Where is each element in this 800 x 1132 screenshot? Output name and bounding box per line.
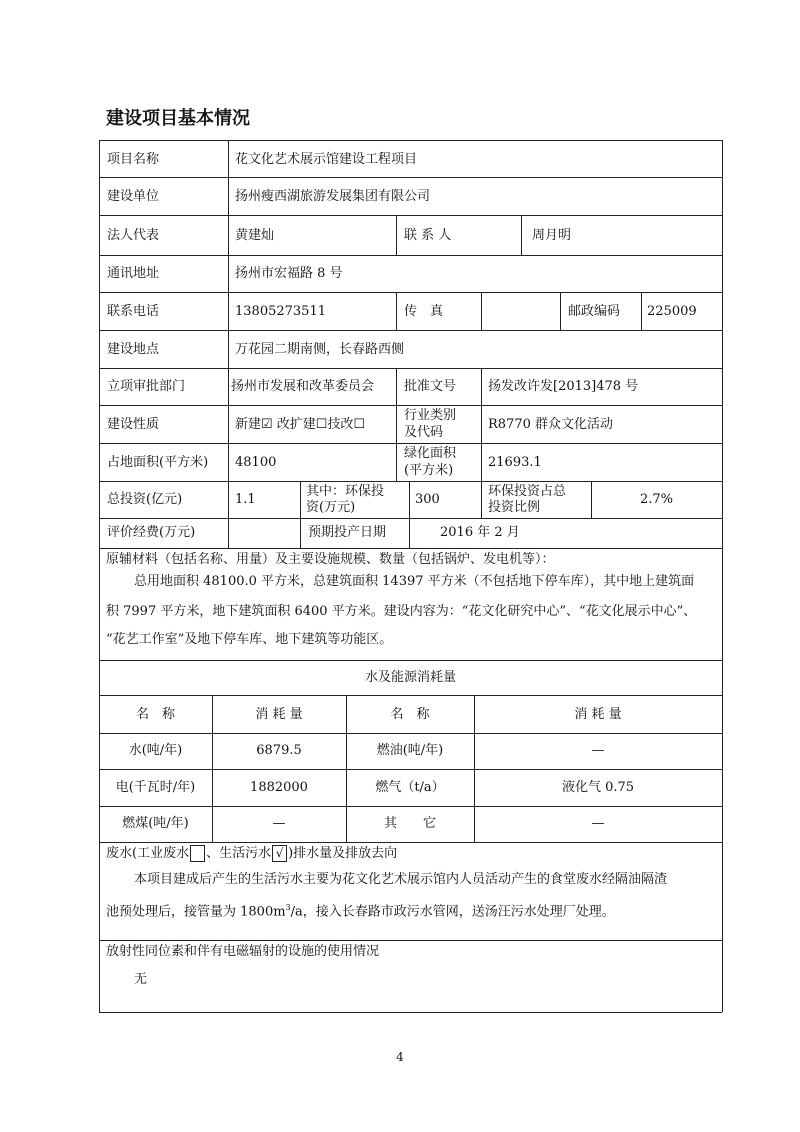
wastewater-unit-superscript: 3 (285, 903, 291, 912)
wastewater-line-2-b: /a，接入长春路市政污水管网，送汤汪污水处理厂处理。 (290, 904, 615, 920)
energy-row-2-name-2: 燃气（t/a） (375, 780, 445, 795)
investment-label: 总投资(亿元) (107, 492, 183, 507)
site-label: 建设地点 (107, 342, 160, 357)
env-ratio-label-2: 投资比例 (488, 500, 541, 515)
investment-value: 1.1 (235, 492, 256, 507)
industry-label-2: 及代码 (404, 425, 444, 440)
wastewater-line-2-a: 池预处理后，接管量为 1800m (106, 904, 286, 920)
energy-row-3-name-2: 其 它 (383, 816, 436, 831)
industry-label-1: 行业类别 (404, 408, 457, 423)
energy-row-1-name-1: 水(吨/年) (128, 743, 183, 758)
approval-value: 扬州市发展和改革委员会 (231, 379, 375, 394)
domestic-sewage-checkbox[interactable]: √ (272, 845, 287, 862)
energy-header-name-2: 名 称 (390, 707, 430, 722)
address-value: 扬州市宏福路 8 号 (235, 266, 343, 281)
materials-heading: 原辅材料（包括名称、用量）及主要设施规模、数量（包括锅炉、发电机等）： (106, 552, 555, 567)
energy-row-2-name-1: 电(千瓦时/年) (115, 780, 196, 795)
energy-row-3-name-1: 燃煤(吨/年) (122, 816, 189, 831)
energy-row-1-name-2: 燃油(吨/年) (376, 743, 444, 758)
industry-value: R8770 群众文化活动 (488, 417, 614, 432)
materials-line-3: “花艺工作室”及地下停车库、地下建筑等功能区。 (106, 632, 393, 647)
project-name-label: 项目名称 (107, 152, 160, 167)
energy-row-1-amount-1: 6879.5 (256, 743, 302, 758)
radiation-heading: 放射性同位素和伴有电磁辐射的设施的使用情况 (106, 944, 380, 959)
site-value: 万花园二期南侧，长春路西侧 (235, 342, 405, 357)
green-label-2: (平方米) (404, 463, 454, 478)
legal-rep-label: 法人代表 (107, 228, 160, 243)
commission-date-label: 预期投产日期 (308, 525, 387, 540)
energy-row-3-amount-1: — (272, 816, 286, 831)
energy-row-2-amount-2: 液化气 0.75 (561, 780, 635, 795)
energy-header-amount-2: 消 耗 量 (574, 707, 622, 722)
contact-value: 周月明 (532, 228, 572, 243)
energy-row-1-amount-2: — (591, 743, 605, 758)
env-invest-value: 300 (415, 492, 440, 507)
approval-doc-value: 扬发改许发[2013]478 号 (488, 379, 639, 394)
green-label-1: 绿化面积 (404, 446, 457, 461)
energy-header-name-1: 名 称 (135, 707, 175, 722)
phone-label: 联系电话 (107, 304, 160, 319)
wastewater-line-1: 本项目建成后产生的生活污水主要为花文化艺术展示馆内人员活动产生的食堂废水经隔油隔渣 (134, 872, 668, 887)
nature-value: 新建☑ 改扩建☐技改☐ (235, 417, 366, 432)
postcode-label: 邮政编码 (568, 304, 621, 319)
legal-rep-value: 黄建灿 (235, 228, 275, 243)
green-value: 21693.1 (488, 455, 542, 470)
env-invest-label-1: 其中：环保投 (306, 484, 385, 499)
builder-value: 扬州瘦西湖旅游发展集团有限公司 (235, 189, 431, 204)
materials-line-2: 积 7997 平方米，地下建筑面积 6400 平方米。建设内容为：“花文化研究中心”、“花文化展示中心”、 (106, 604, 697, 619)
eval-label: 评价经费(万元) (107, 525, 196, 540)
area-label: 占地面积(平方米) (107, 455, 209, 470)
wastewater-heading-a: 废水(工业废水 (106, 846, 190, 861)
postcode-value: 225009 (647, 304, 697, 319)
wastewater-heading-b: 、生活污水 (206, 846, 272, 861)
industrial-wastewater-checkbox[interactable] (190, 845, 205, 862)
env-ratio-value: 2.7% (639, 492, 674, 507)
contact-label: 联 系 人 (404, 228, 452, 243)
energy-row-2-amount-1: 1882000 (250, 780, 308, 795)
wastewater-heading (106, 845, 397, 862)
commission-date-value: 2016 年 2 月 (440, 525, 520, 540)
wastewater-heading-c: )排水量及排放去向 (288, 846, 398, 861)
env-invest-label-2: 资(万元) (306, 500, 356, 515)
energy-header-amount-1: 消 耗 量 (255, 707, 303, 722)
fax-label: 传 真 (404, 304, 444, 319)
env-ratio-label-1: 环保投资占总 (488, 484, 567, 499)
builder-label: 建设单位 (107, 189, 160, 204)
wastewater-line-2 (106, 896, 615, 924)
energy-row-3-amount-2: — (591, 816, 605, 831)
materials-line-1: 总用地面积 48100.0 平方米，总建筑面积 14397 平方米（不包括地下停车库），其中地上建筑面 (134, 574, 695, 589)
page-title: 建设项目基本情况 (106, 108, 250, 129)
address-label: 通讯地址 (107, 266, 160, 281)
page-number: 4 (396, 1050, 404, 1064)
approval-label: 立项审批部门 (107, 379, 186, 394)
area-value: 48100 (235, 455, 277, 470)
energy-heading: 水及能源消耗量 (364, 670, 456, 685)
radiation-value: 无 (134, 972, 148, 987)
project-name-value: 花文化艺术展示馆建设工程项目 (235, 152, 418, 167)
phone-value: 13805273511 (235, 304, 326, 319)
nature-label: 建设性质 (107, 417, 160, 432)
approval-doc-label: 批准文号 (404, 379, 457, 394)
